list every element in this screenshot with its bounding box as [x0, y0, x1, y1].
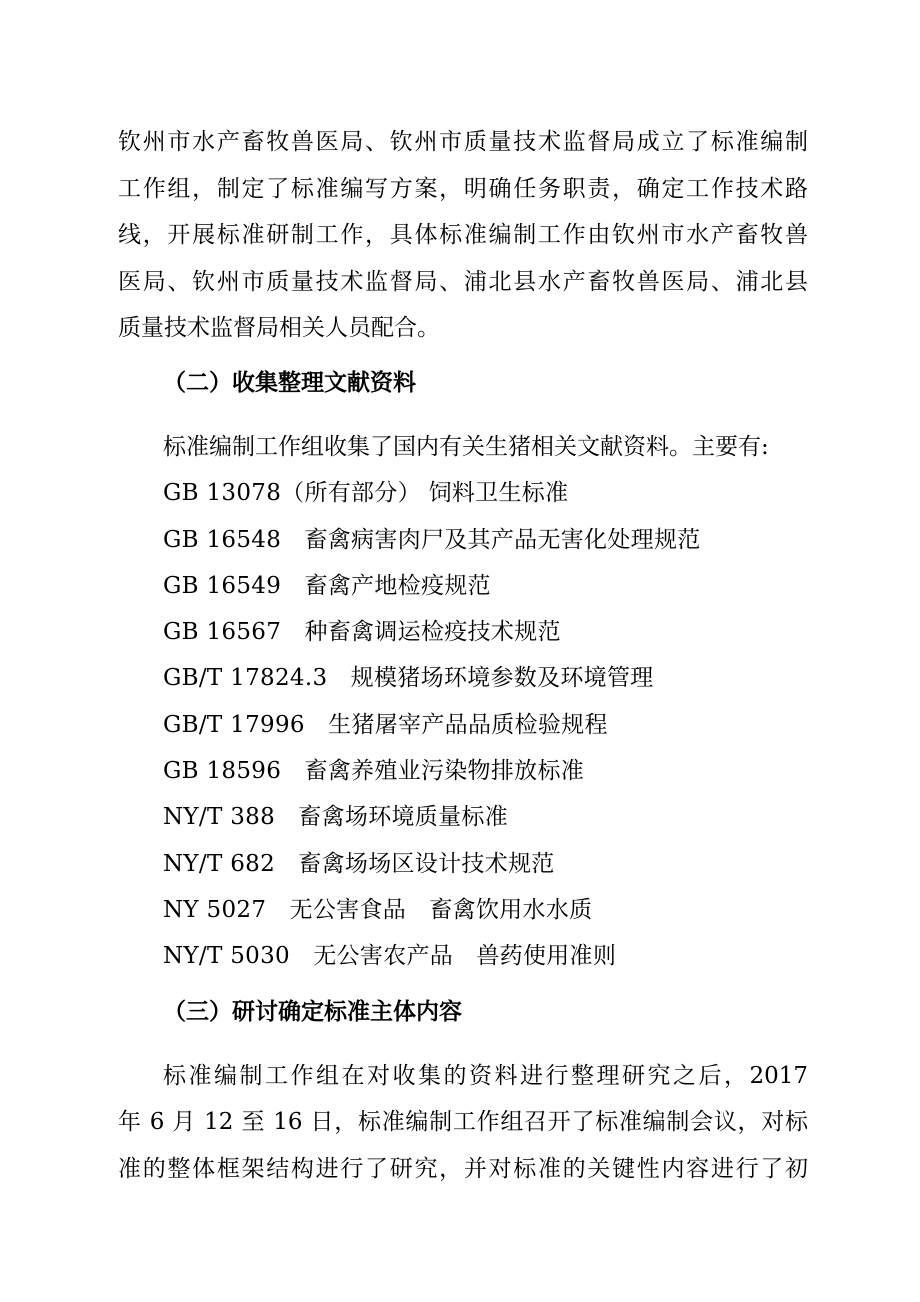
paragraph-line: 准的整体框架结构进行了研究，并对标准的关键性内容进行了初 [118, 1156, 808, 1182]
reference-item: NY 5027 无公害食品 畜禽饮用水水质 [163, 897, 593, 923]
reference-item: GB 13078（所有部分） 饲料卫生标准 [163, 480, 569, 506]
reference-item: GB/T 17996 生猪屠宰产品品质检验规程 [163, 712, 608, 738]
paragraph-line: 线，开展标准研制工作，具体标准编制工作由钦州市水产畜牧兽 [118, 222, 808, 248]
reference-item: NY/T 5030 无公害农产品 兽药使用准则 [163, 943, 617, 969]
reference-item: GB 18596 畜禽养殖业污染物排放标准 [163, 758, 585, 784]
paragraph-line: 工作组，制定了标准编写方案，明确任务职责，确定工作技术路 [118, 176, 808, 202]
paragraph-line: 标准编制工作组在对收集的资料进行整理研究之后，2017 [163, 1063, 808, 1089]
reference-item: NY/T 682 畜禽场场区设计技术规范 [163, 851, 555, 877]
section-heading: （二）收集整理文献资料 [163, 369, 416, 396]
paragraph-line: 年 6 月 12 至 16 日，标准编制工作组召开了标准编制会议，对标 [118, 1109, 808, 1135]
reference-item: GB/T 17824.3 规模猪场环境参数及环境管理 [163, 665, 654, 691]
reference-item: GB 16548 畜禽病害肉尸及其产品无害化处理规范 [163, 527, 701, 553]
section-heading: （三）研讨确定标准主体内容 [163, 998, 462, 1025]
reference-item: GB 16567 种畜禽调运检疫技术规范 [163, 619, 561, 645]
paragraph-line: 医局、钦州市质量技术监督局、浦北县水产畜牧兽医局、浦北县 [118, 269, 808, 295]
reference-item: GB 16549 畜禽产地检疫规范 [163, 573, 491, 599]
reference-item: NY/T 388 畜禽场环境质量标准 [163, 804, 509, 830]
section-intro: 标准编制工作组收集了国内有关生猪相关文献资料。主要有: [163, 434, 769, 460]
paragraph-line: 质量技术监督局相关人员配合。 [118, 315, 440, 341]
paragraph-line: 钦州市水产畜牧兽医局、钦州市质量技术监督局成立了标准编制 [118, 129, 808, 155]
